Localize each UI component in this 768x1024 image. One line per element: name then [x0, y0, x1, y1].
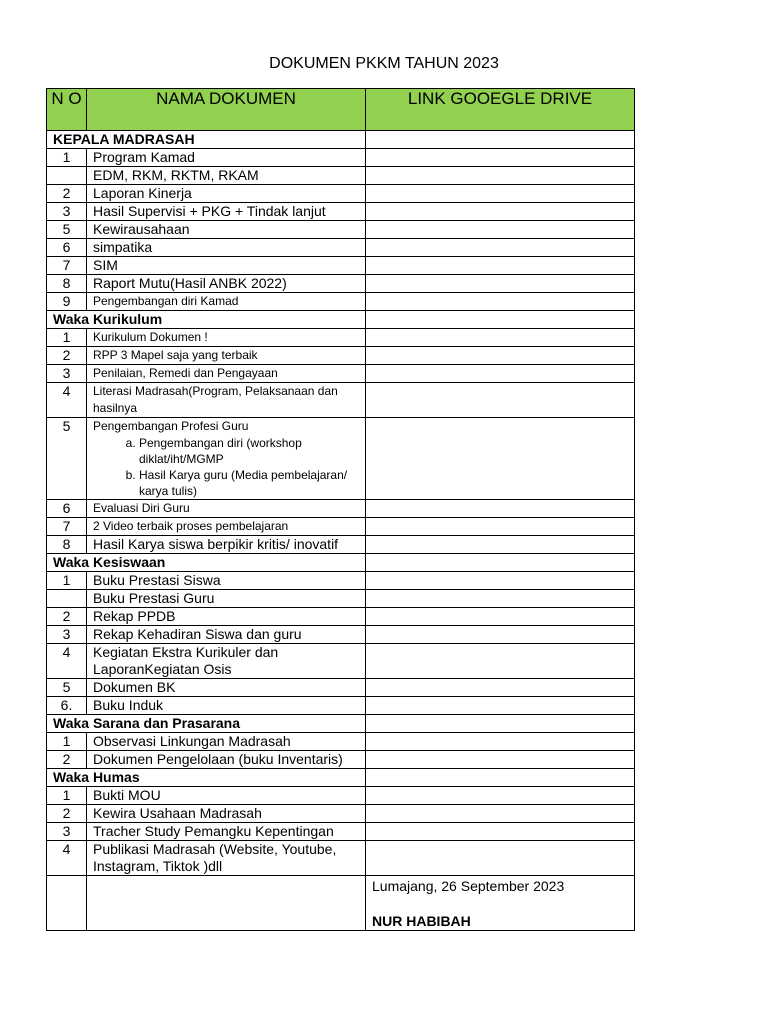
- document-title: DOKUMEN PKKM TAHUN 2023: [269, 55, 499, 72]
- row-number: 9: [47, 293, 87, 311]
- link-cell: [366, 554, 635, 572]
- document-name-cell: [87, 239, 366, 257]
- link-cell[interactable]: [366, 329, 635, 347]
- document-name: Hasil Supervisi + PKG + Tindak lanjut: [93, 203, 326, 219]
- document-name-cell: [87, 500, 366, 518]
- table-row: [47, 239, 635, 257]
- link-cell[interactable]: [366, 608, 635, 626]
- row-number: 6: [47, 239, 87, 257]
- link-cell[interactable]: [366, 275, 635, 293]
- document-name-cell: [87, 329, 366, 347]
- link-cell[interactable]: [366, 257, 635, 275]
- document-name-cell: [87, 805, 366, 823]
- link-cell: [366, 769, 635, 787]
- link-cell[interactable]: [366, 536, 635, 554]
- row-number: [47, 167, 87, 185]
- link-cell[interactable]: [366, 518, 635, 536]
- document-name: Rekap Kehadiran Siswa dan guru: [93, 626, 302, 642]
- row-number: 8: [47, 275, 87, 293]
- document-name-cell: [87, 626, 366, 644]
- section-row: [47, 311, 635, 329]
- document-name: 2 Video terbaik proses pembelajaran: [93, 519, 289, 533]
- link-cell[interactable]: [366, 365, 635, 383]
- signature-row: [47, 876, 635, 931]
- link-cell[interactable]: [366, 733, 635, 751]
- link-cell[interactable]: [366, 590, 635, 608]
- row-number: 4: [47, 644, 87, 679]
- document-name: Publikasi Madrasah (Website, Youtube, Instagram, Tiktok )dll: [93, 841, 337, 874]
- document-name: Laporan Kinerja: [93, 185, 192, 201]
- table-row: [47, 679, 635, 697]
- row-number: 1: [47, 149, 87, 167]
- table-row: [47, 383, 635, 418]
- section-row: [47, 554, 635, 572]
- row-number: 3: [47, 203, 87, 221]
- document-name: Hasil Karya siswa berpikir kritis/ inovatif: [93, 536, 339, 552]
- document-name-cell: [87, 590, 366, 608]
- table-row: [47, 787, 635, 805]
- document-name: Buku Induk: [93, 697, 164, 713]
- document-name: Buku Prestasi Siswa: [93, 572, 221, 588]
- document-name: Kurikulum Dokumen !: [93, 330, 208, 344]
- table-row: [47, 185, 635, 203]
- link-cell[interactable]: [366, 221, 635, 239]
- document-name: Program Kamad: [93, 149, 195, 165]
- signature-name: NUR HABIBAH: [372, 913, 471, 929]
- table-row: [47, 805, 635, 823]
- table-row: [47, 733, 635, 751]
- link-cell[interactable]: [366, 203, 635, 221]
- document-name-cell: [87, 841, 366, 876]
- row-number: 2: [47, 608, 87, 626]
- document-name-cell: [87, 697, 366, 715]
- table-row: [47, 257, 635, 275]
- row-number: 1: [47, 787, 87, 805]
- section-row: [47, 131, 635, 149]
- table-body: [47, 131, 635, 876]
- table-row: [47, 626, 635, 644]
- table-row: [47, 203, 635, 221]
- document-name: RPP 3 Mapel saja yang terbaik: [93, 348, 258, 362]
- document-name-cell: [87, 787, 366, 805]
- table-row: [47, 590, 635, 608]
- table-row: [47, 608, 635, 626]
- document-name: Dokumen Pengelolaan (buku Inventaris): [93, 751, 343, 767]
- link-cell[interactable]: [366, 644, 635, 679]
- header-no: N O: [47, 89, 87, 131]
- document-name-cell: [87, 679, 366, 697]
- link-cell[interactable]: [366, 293, 635, 311]
- document-name-cell: [87, 185, 366, 203]
- signature-empty-no: [47, 876, 87, 931]
- link-cell[interactable]: [366, 383, 635, 418]
- document-name-cell: [87, 221, 366, 239]
- section-label: KEPALA MADRASAH: [47, 131, 366, 149]
- table-row: [47, 572, 635, 590]
- row-number: 7: [47, 518, 87, 536]
- row-number: 6.: [47, 697, 87, 715]
- section-label: Waka Kesiswaan: [47, 554, 366, 572]
- section-label: Waka Kurikulum: [47, 311, 366, 329]
- document-name: Evaluasi Diri Guru: [93, 501, 190, 515]
- signature-place-date: Lumajang, 26 September 2023: [372, 878, 565, 894]
- link-cell[interactable]: [366, 239, 635, 257]
- sub-list: [93, 435, 359, 499]
- row-number: 1: [47, 572, 87, 590]
- table-row: [47, 329, 635, 347]
- document-name-cell: [87, 823, 366, 841]
- document-name: Buku Prestasi Guru: [93, 590, 215, 606]
- link-cell[interactable]: [366, 185, 635, 203]
- table-row: [47, 293, 635, 311]
- sub-list-item: a. Pengembangan diri (workshop diklat/iht/MGMP: [139, 435, 359, 467]
- document-name-cell: [87, 608, 366, 626]
- link-cell[interactable]: [366, 697, 635, 715]
- row-number: 5: [47, 221, 87, 239]
- document-name-cell: [87, 518, 366, 536]
- table-row: [47, 221, 635, 239]
- document-name: Kewirausahaan: [93, 221, 190, 237]
- table-row: [47, 167, 635, 185]
- header-nama-dokumen: NAMA DOKUMEN: [87, 89, 366, 131]
- section-label: Waka Humas: [47, 769, 366, 787]
- row-number: 5: [47, 418, 87, 500]
- row-number: 2: [47, 805, 87, 823]
- document-name-cell: [87, 383, 366, 418]
- document-name: Dokumen BK: [93, 679, 176, 695]
- row-number: 3: [47, 365, 87, 383]
- table-row: [47, 751, 635, 769]
- document-name-cell: [87, 751, 366, 769]
- link-cell[interactable]: [366, 787, 635, 805]
- table-row: [47, 518, 635, 536]
- link-cell[interactable]: [366, 626, 635, 644]
- row-number: 6: [47, 500, 87, 518]
- document-name-cell: [87, 536, 366, 554]
- table-row: [47, 644, 635, 679]
- link-cell: [366, 311, 635, 329]
- link-cell[interactable]: [366, 500, 635, 518]
- document-name: Literasi Madrasah(Program, Pelaksanaan dan hasilnya: [93, 384, 338, 415]
- link-cell[interactable]: [366, 751, 635, 769]
- document-name: Pengembangan Profesi Guru: [93, 419, 249, 433]
- link-cell[interactable]: [366, 805, 635, 823]
- document-name: Kewira Usahaan Madrasah: [93, 805, 262, 821]
- document-name-cell: [87, 347, 366, 365]
- row-number: 2: [47, 347, 87, 365]
- document-name-cell: [87, 572, 366, 590]
- document-name: Observasi Linkungan Madrasah: [93, 733, 291, 749]
- document-name-cell: [87, 733, 366, 751]
- section-row: [47, 769, 635, 787]
- document-name: Tracher Study Pemangku Kepentingan: [93, 823, 334, 839]
- row-number: 4: [47, 841, 87, 876]
- row-number: 8: [47, 536, 87, 554]
- row-number: 1: [47, 733, 87, 751]
- document-name-cell: [87, 275, 366, 293]
- document-name: Bukti MOU: [93, 787, 161, 803]
- document-name: SIM: [93, 257, 118, 273]
- section-row: [47, 715, 635, 733]
- document-name: Pengembangan diri Kamad: [93, 294, 239, 308]
- table-row: [47, 365, 635, 383]
- table-row: [47, 347, 635, 365]
- link-cell: [366, 715, 635, 733]
- section-label: Waka Sarana dan Prasarana: [47, 715, 366, 733]
- link-cell[interactable]: [366, 841, 635, 876]
- row-number: 2: [47, 751, 87, 769]
- document-name: Penilaian, Remedi dan Pengayaan: [93, 366, 278, 380]
- row-number: 2: [47, 185, 87, 203]
- link-cell[interactable]: [366, 167, 635, 185]
- link-cell[interactable]: [366, 149, 635, 167]
- row-number: [47, 590, 87, 608]
- document-name-cell: [87, 365, 366, 383]
- link-cell[interactable]: [366, 418, 635, 500]
- document-name: simpatika: [93, 239, 153, 255]
- document-name: Kegiatan Ekstra Kurikuler dan LaporanKegiatan Osis: [93, 644, 279, 677]
- table-row: [47, 536, 635, 554]
- table-row: [47, 149, 635, 167]
- table-row: [47, 500, 635, 518]
- table-row: [47, 418, 635, 500]
- sub-list-item: b. Hasil Karya guru (Media pembelajaran/ karya tulis): [139, 467, 359, 499]
- document-name: Rekap PPDB: [93, 608, 176, 624]
- signature-empty-name: [87, 876, 366, 931]
- document-name-cell: [87, 167, 366, 185]
- signature-cell: [366, 876, 635, 931]
- document-name-cell: [87, 418, 366, 500]
- document-name-cell: [87, 257, 366, 275]
- document-name-cell: [87, 149, 366, 167]
- document-name: Raport Mutu(Hasil ANBK 2022): [93, 275, 287, 291]
- link-cell[interactable]: [366, 823, 635, 841]
- table-row: [47, 697, 635, 715]
- document-name: EDM, RKM, RKTM, RKAM: [93, 167, 259, 183]
- table-row: [47, 823, 635, 841]
- row-number: 3: [47, 626, 87, 644]
- link-cell[interactable]: [366, 347, 635, 365]
- row-number: 4: [47, 383, 87, 418]
- document-table: [46, 88, 635, 931]
- document-name-cell: [87, 293, 366, 311]
- document-name-cell: [87, 203, 366, 221]
- link-cell[interactable]: [366, 679, 635, 697]
- table-row: [47, 275, 635, 293]
- row-number: 5: [47, 679, 87, 697]
- row-number: 3: [47, 823, 87, 841]
- table-header-row: [47, 89, 635, 131]
- document-name-cell: [87, 644, 366, 679]
- link-cell[interactable]: [366, 572, 635, 590]
- link-cell: [366, 131, 635, 149]
- row-number: 7: [47, 257, 87, 275]
- row-number: 1: [47, 329, 87, 347]
- header-link-google-drive: LINK GOOEGLE DRIVE: [366, 89, 635, 131]
- table-row: [47, 841, 635, 876]
